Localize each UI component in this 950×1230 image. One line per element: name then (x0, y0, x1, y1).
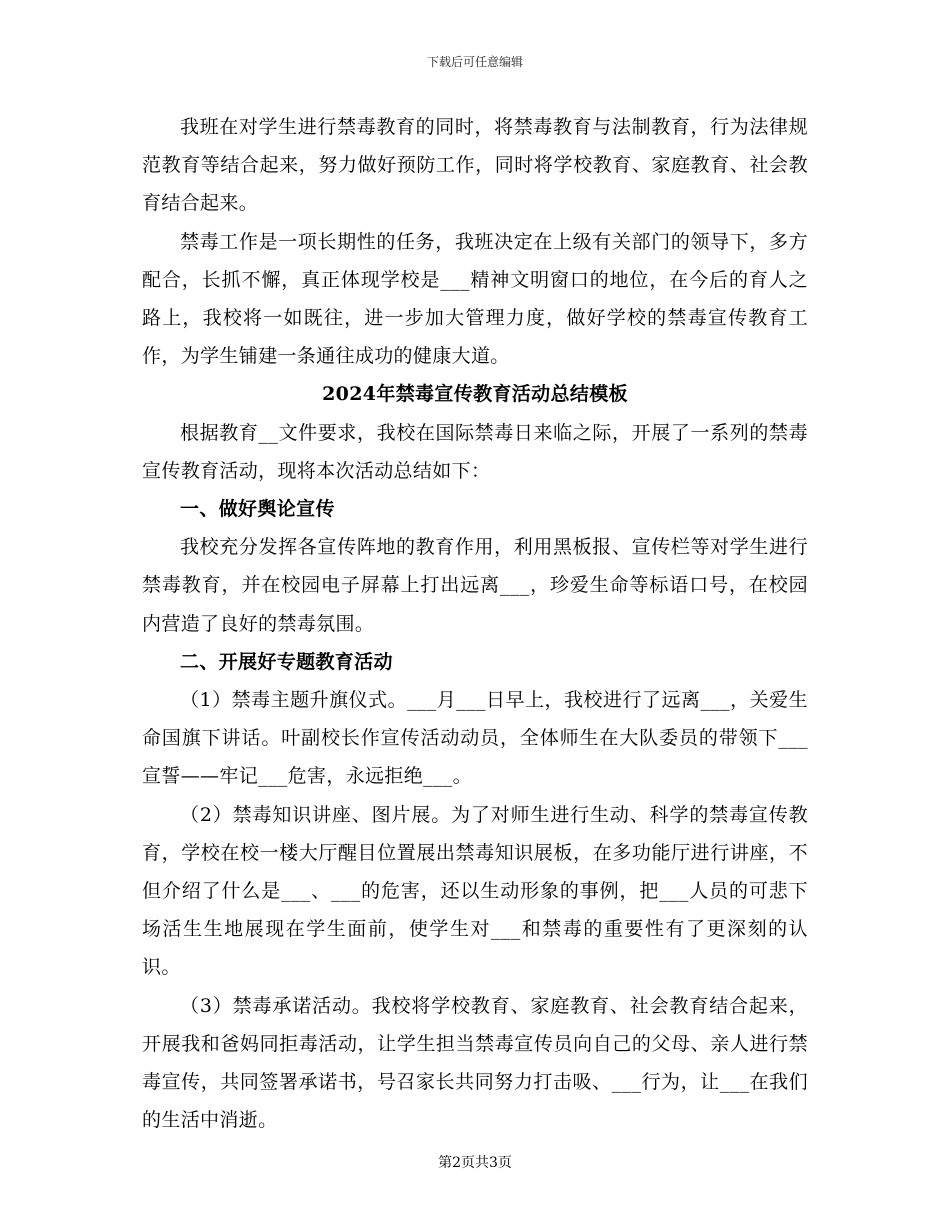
paragraph-1: 我班在对学生进行禁毒教育的同时，将禁毒教育与法制教育，行为法律规范教育等结合起来，努力做好预防工作，同时将学校教育、家庭教育、社会教育结合起来。 (142, 116, 808, 215)
paragraph-2: 禁毒工作是一项长期性的任务，我班决定在上级有关部门的领导下，多方配合，长抓不懈，真正体现学校是___精神文明窗口的地位，在今后的育人之路上，我校将一如既往，进一步加大管理力度，做好学校的禁毒宣传教育工作，为学生铺建一条通往成功的健康大道。 (142, 230, 808, 368)
document-body (142, 108, 808, 1139)
section-2-heading: 二、开展好专题教育活动 (180, 650, 393, 673)
intro-paragraph: 根据教育__文件要求，我校在国际禁毒日来临之际，开展了一系列的禁毒宣传教育活动，现将本次活动总结如下： (142, 421, 808, 482)
section-2-item-3: （3）禁毒承诺活动。我校将学校教育、家庭教育、社会教育结合起来，开展我和爸妈同拒毒活动，让学生担当禁毒宣传员向自己的父母、亲人进行禁毒宣传，共同签署承诺书，号召家长共同努力打击吸、___行为，让___在我们的生活中消逝。 (142, 994, 808, 1132)
section-2-item-2: （2）禁毒知识讲座、图片展。为了对师生进行生动、科学的禁毒宣传教育，学校在校一楼大厅醒目位置展出禁毒知识展板，在多功能厅进行讲座，不但介绍了什么是___、___的危害，还以生动形象的事例，把___人员的可悲下场活生生地展现在学生面前，使学生对___和禁毒的重要性有了更深刻的认识。 (142, 803, 808, 979)
section-2-item-1: （1）禁毒主题升旗仪式。___月___日早上，我校进行了远离___，关爱生命国旗下讲话。叶副校长作宣传活动动员，全体师生在大队委员的带领下___宣誓——牢记___危害，永远拒绝___。 (142, 689, 808, 788)
section-1-paragraph: 我校充分发挥各宣传阵地的教育作用，利用黑板报、宣传栏等对学生进行禁毒教育，并在校园电子屏幕上打出远离___，珍爱生命等标语口号，在校园内营造了良好的禁毒氛围。 (142, 536, 808, 635)
page-number-footer: 第2页共3页 (438, 1155, 512, 1171)
page-header-note: 下载后可任意编辑 (426, 55, 523, 69)
document-title: 2024年禁毒宣传教育活动总结模板 (322, 383, 628, 406)
section-1-heading: 一、做好舆论宣传 (180, 498, 335, 521)
